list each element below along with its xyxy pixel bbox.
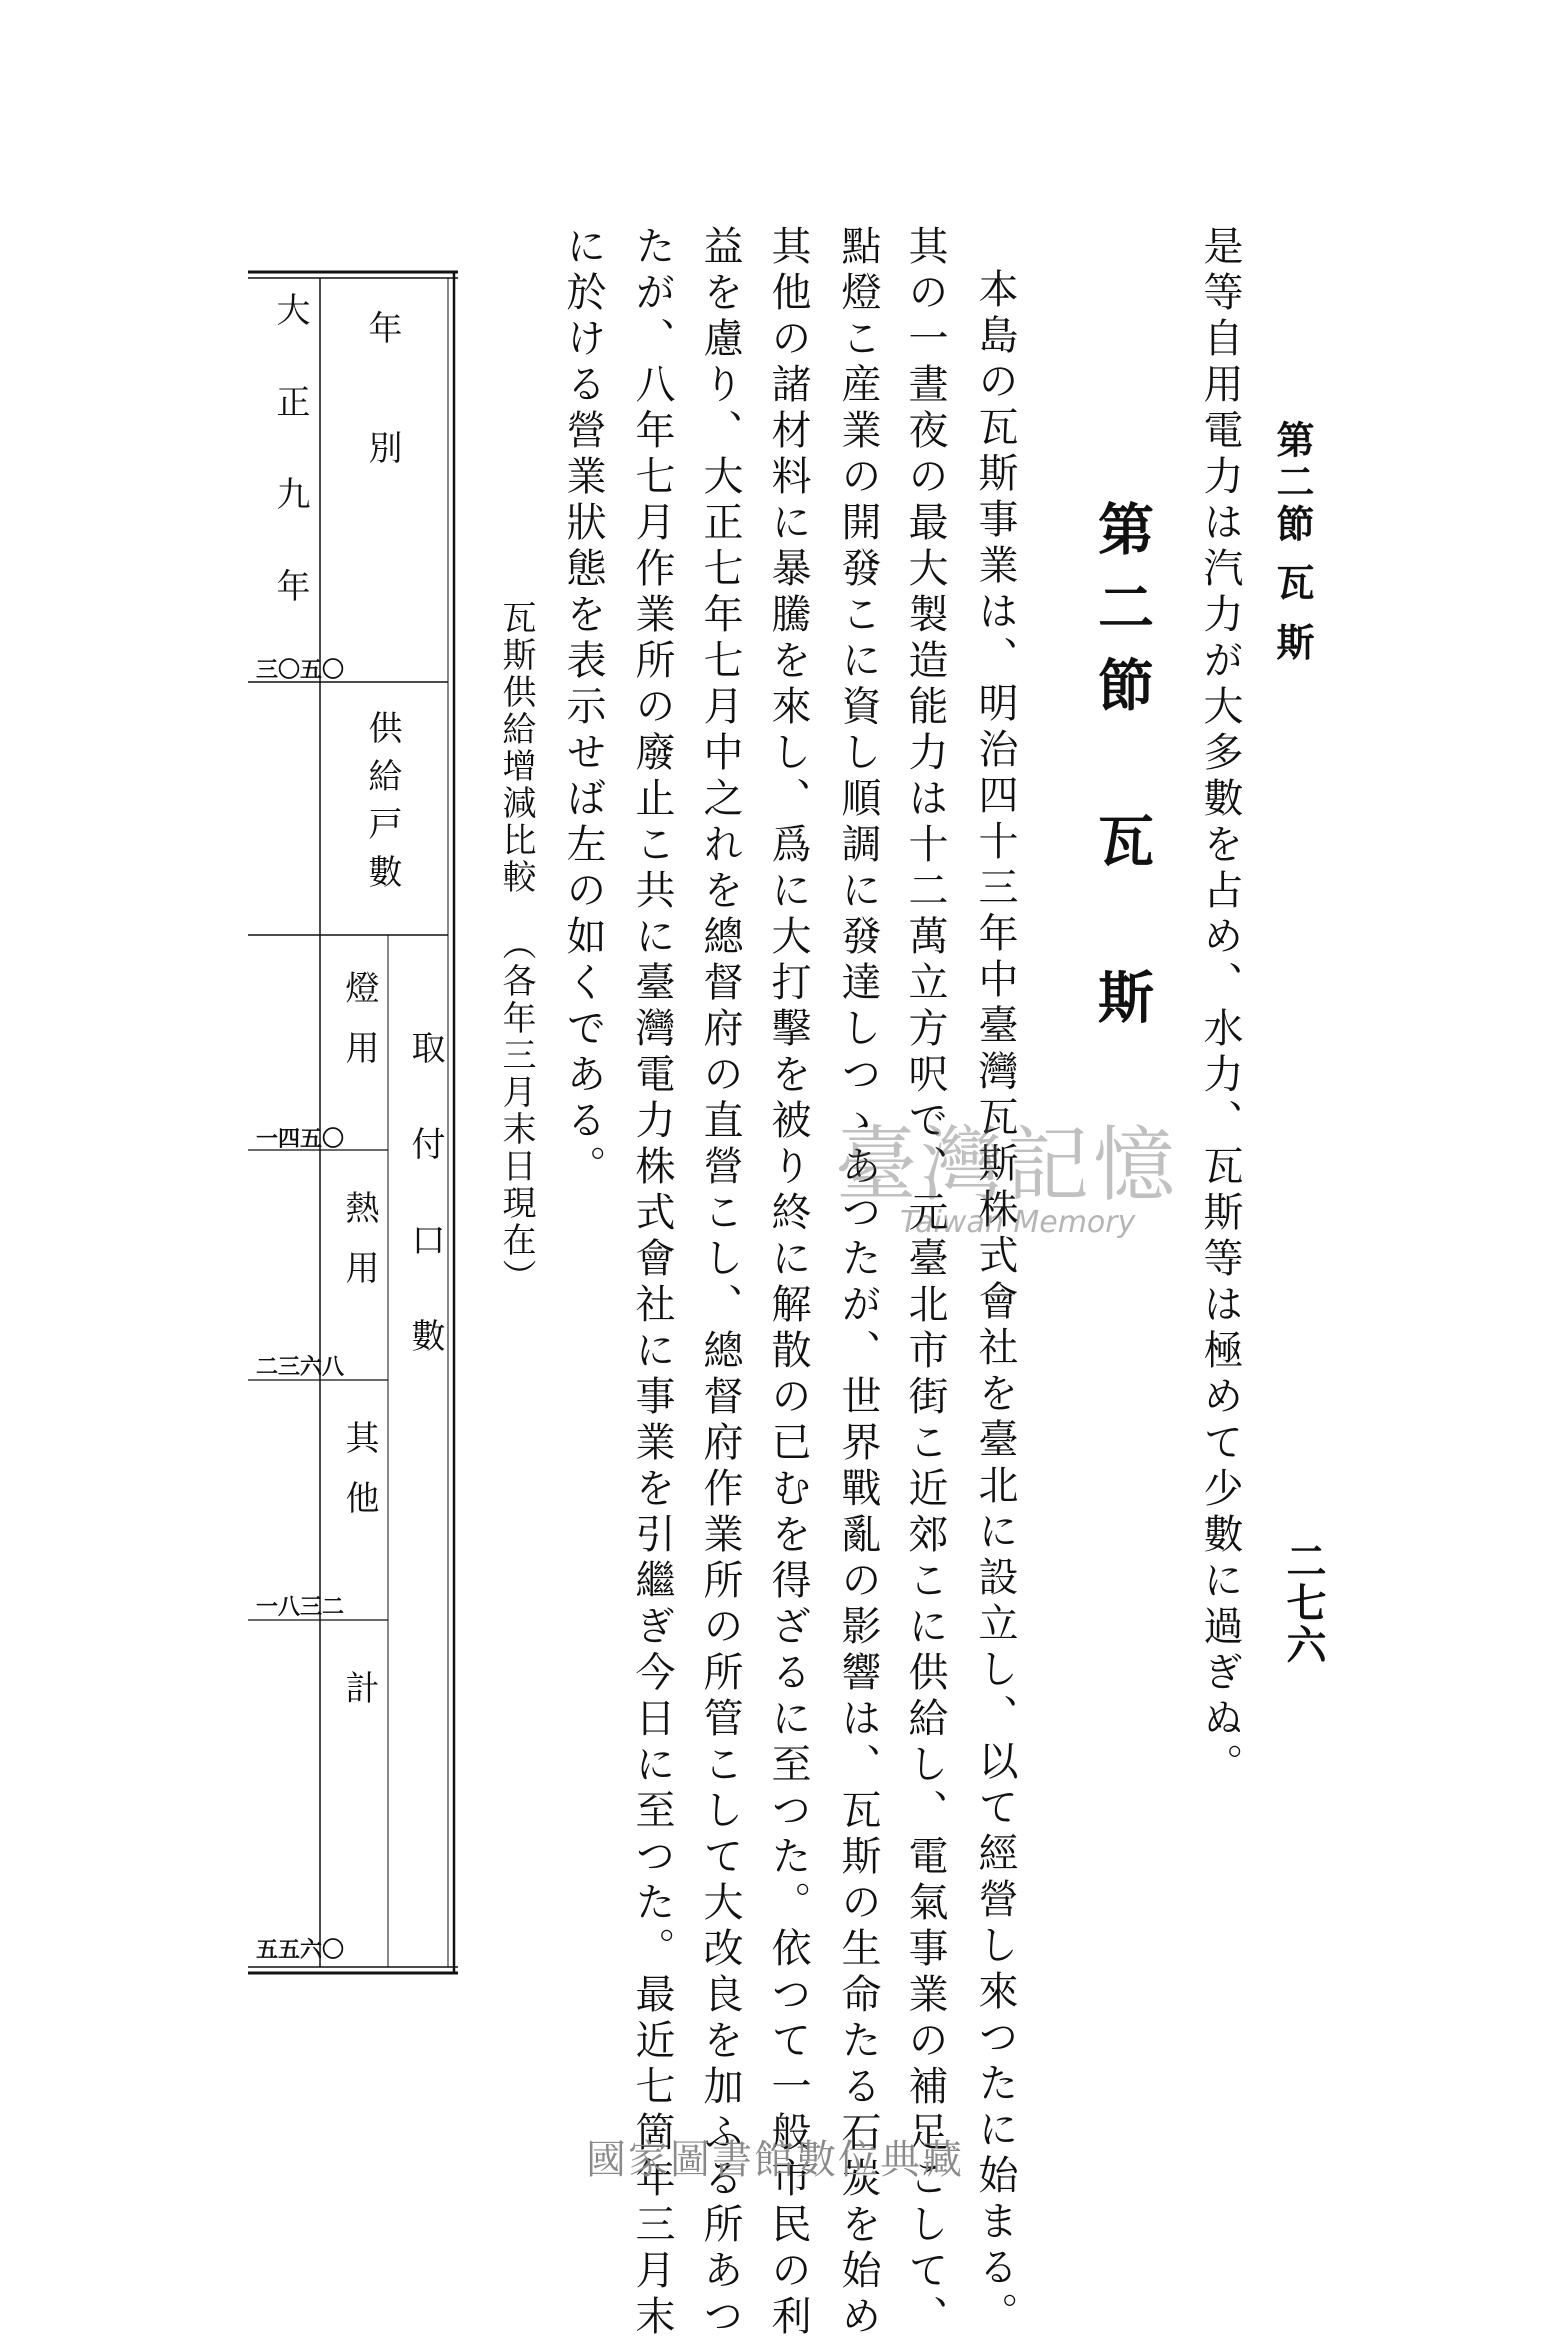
header-lighting: 燈用	[339, 970, 379, 1090]
header-total: 計	[339, 1670, 379, 1730]
row-other: 一八三二	[256, 1594, 345, 1620]
text-column-6: 其他の諸材料に暴騰を來し、爲に大打擊を被り終に解散の已むを得ざるに至つた。依つて一般市民の利	[765, 225, 811, 2341]
text-column-9: に於ける營業狀態を表示せば左の如くである。	[560, 225, 606, 1191]
text-column-5: 點燈こ産業の開發こに資し順調に發達しつゝあつたが、世界戰亂の影響は、瓦斯の生命たる石炭を始め	[835, 225, 881, 2341]
header-year: 年 別	[362, 310, 402, 490]
row-year: 大正九年	[270, 292, 310, 660]
table-caption-title: 瓦斯供給增減比較	[496, 600, 536, 896]
row-heating: 二三六八	[256, 1354, 345, 1380]
supply-table	[248, 270, 458, 1975]
watermark-logo-cjk: 臺灣記憶	[835, 1118, 1180, 1213]
page-number: 二七六	[1280, 1540, 1327, 1666]
table-caption-note: （各年三月末日現在）	[496, 926, 536, 1296]
header-heating: 熱用	[339, 1190, 379, 1310]
watermark-logo-en: Taiwan Memory	[900, 1205, 1136, 1240]
text-column-1: 是等自用電力は汽力が大多數を占め、水力、瓦斯等は極めて少數に過ぎぬ。	[1197, 225, 1243, 1789]
row-lighting: 一四五〇	[256, 1126, 345, 1152]
header-households: 供給戸數	[362, 710, 402, 902]
text-column-7: 益を慮り、大正七年七月中之れを總督府の直營こし、總督府作業所の所管こして大改良を加ふる所あつ	[697, 225, 743, 2341]
footer-collection-label: 國家圖書館數位典藏	[586, 2137, 964, 2183]
text-column-8: たが、八年七月作業所の廢止こ共に臺灣電力株式會社に事業を引繼ぎ今日に至つた。最近七箇年三月末	[629, 225, 675, 2341]
row-households: 三〇五〇	[256, 657, 345, 683]
table-caption	[492, 600, 541, 1296]
row-total: 五五六〇	[256, 1937, 345, 1963]
header-outlets-group: 取付口數	[405, 1030, 445, 1414]
section-heading: 第二節 瓦 斯	[1089, 500, 1155, 1046]
header-other: 其他	[339, 1420, 379, 1540]
text-column-4: 其の一晝夜の最大製造能力は十二萬立方呎で、元臺北市街こ近郊こに供給し、電氣事業の補足こして、	[902, 225, 948, 2341]
text-column-3: 本島の瓦斯事業は、明治四十三年中臺灣瓦斯株式會社を臺北に設立し、以て經營し來つたに始まる。	[972, 268, 1018, 2338]
running-head: 第二節 瓦 斯	[1270, 420, 1315, 665]
